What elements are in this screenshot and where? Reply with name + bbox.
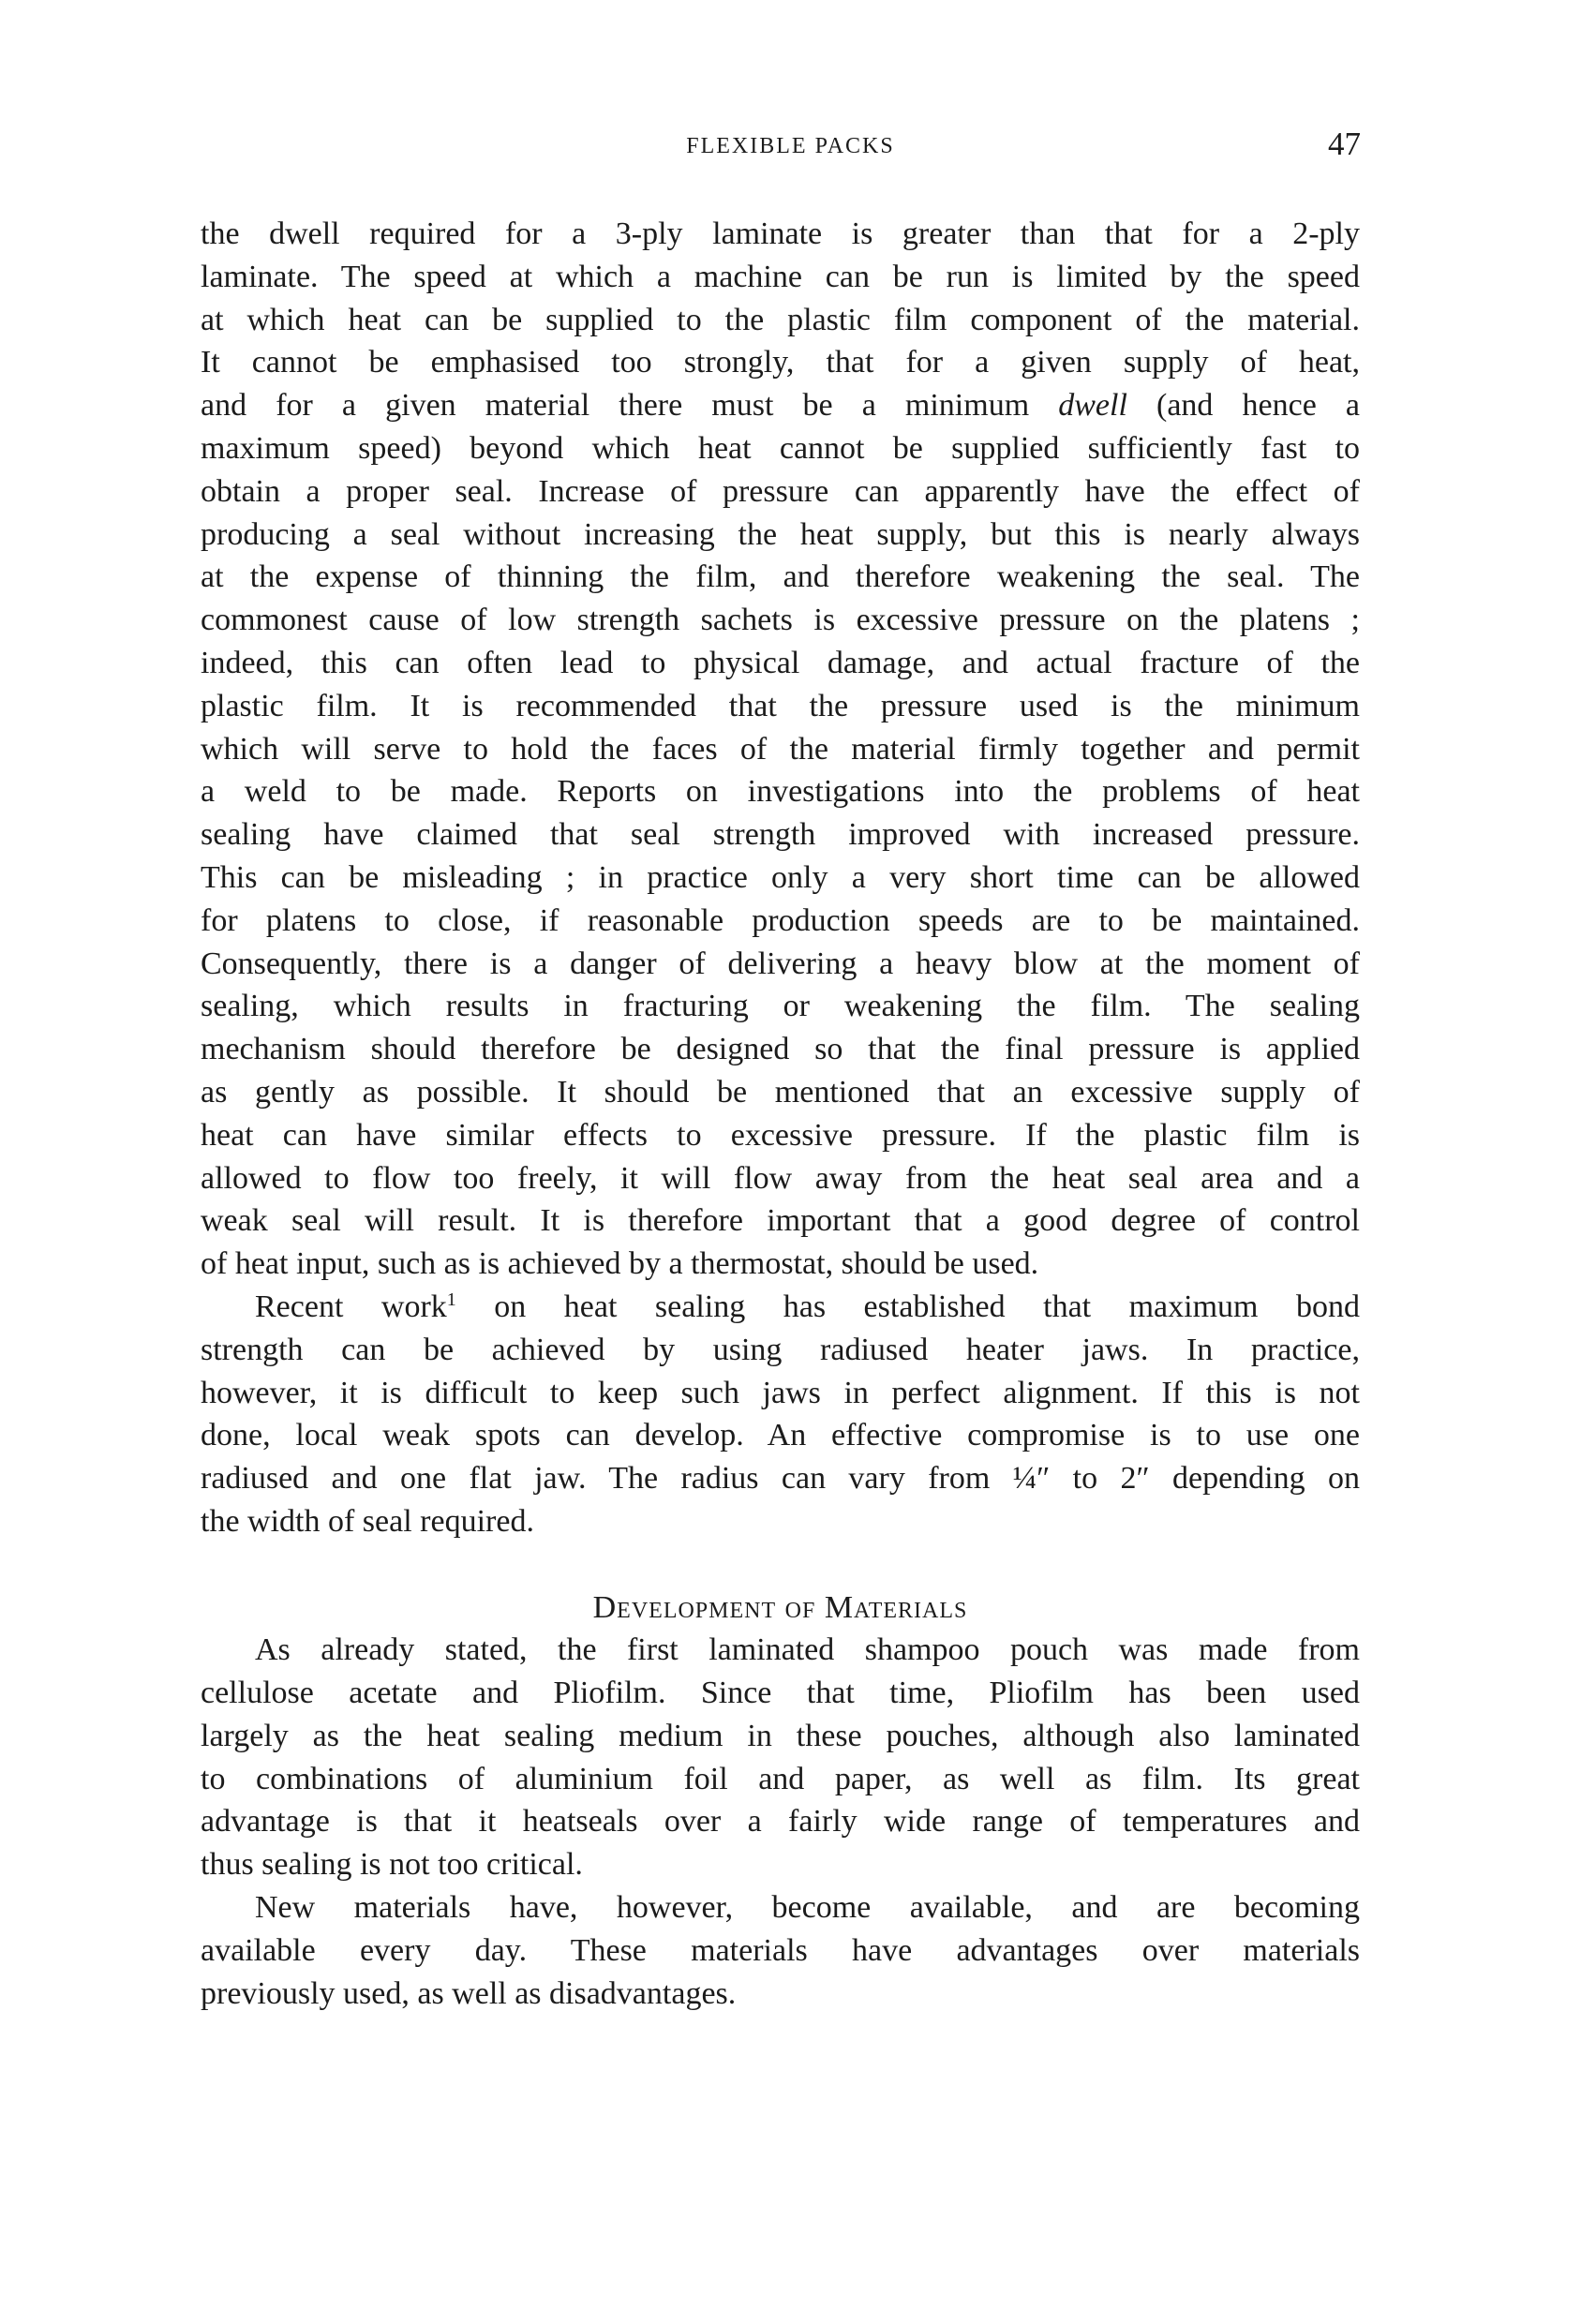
text-line <box>201 1286 1360 1329</box>
paragraph <box>201 1286 1360 1543</box>
text-line: the width of seal required. <box>201 1503 534 1539</box>
text-line: commonest cause of low strength sachets is excessive pressure on the platens ; <box>201 603 1360 638</box>
text-line: plastic film. It is recommended that the pressure used is the minimum <box>201 688 1360 723</box>
running-head: FLEXIBLE PACKS <box>686 134 895 158</box>
text-line: It cannot be emphasised too strongly, that for a given supply of heat, <box>201 345 1360 380</box>
text-line: heat can have similar effects to excessive pressure. If the plastic film is <box>201 1117 1360 1153</box>
text-segment: Recent work <box>255 1289 447 1324</box>
section-heading: Development of Materials <box>592 1589 968 1625</box>
text-line: to combinations of aluminium foil and paper, as well as film. Its great <box>201 1761 1360 1796</box>
text-line: As already stated, the first laminated shampoo pouch was made from <box>255 1632 1360 1668</box>
text-line: laminate. The speed at which a machine can be run is limited by the speed <box>201 259 1360 294</box>
text-line: available every day. These materials have advantages over materials <box>201 1932 1360 1968</box>
text-line: for platens to close, if reasonable production speeds are to be maintained. <box>201 902 1360 938</box>
text-line: producing a seal without increasing the heat supply, but this is nearly always <box>201 516 1360 552</box>
text-line: advantage is that it heatseals over a fairly wide range of temperatures and <box>201 1804 1360 1840</box>
text-line: This can be misleading ; in practice only a very short time can be allowed <box>201 859 1360 895</box>
text-line: strength can be achieved by using radiused heater jaws. In practice, <box>201 1332 1360 1367</box>
text-line: sealing have claimed that seal strength improved with increased pressure. <box>201 817 1360 853</box>
text-line: New materials have, however, become available, and are becoming <box>255 1890 1360 1926</box>
text-segment: (and hence a <box>1126 388 1361 424</box>
text-line: previously used, as well as disadvantages. <box>201 1975 737 2011</box>
italic-text: dwell <box>1058 388 1127 424</box>
paragraph <box>201 213 1360 1286</box>
text-line: as gently as possible. It should be mentioned that an excessive supply of <box>201 1074 1360 1110</box>
text-line: however, it is difficult to keep such jaws in perfect alignment. If this is not <box>201 1375 1360 1410</box>
paragraph <box>201 1629 1360 1886</box>
text-line: allowed to flow too freely, it will flow away from the heat seal area and a <box>201 1160 1360 1196</box>
text-segment: and for a given material there must be a minimum <box>201 388 1059 424</box>
text-line: a weld to be made. Reports on investigations into the problems of heat <box>201 774 1360 810</box>
page-body <box>201 213 1360 2015</box>
text-line: weak seal will result. It is therefore important that a good degree of control <box>201 1203 1360 1239</box>
text-line: cellulose acetate and Pliofilm. Since that time, Pliofilm has been used <box>201 1676 1360 1711</box>
text-line: at the expense of thinning the film, and therefore weakening the seal. The <box>201 559 1360 595</box>
text-line: done, local weak spots can develop. An effective compromise is to use one <box>201 1418 1360 1453</box>
text-line: indeed, this can often lead to physical damage, and actual fracture of the <box>201 645 1360 680</box>
text-line: the dwell required for a 3-ply laminate is greater than that for a 2-ply <box>201 216 1360 251</box>
text-segment: on heat sealing has established that maximum bond <box>455 1289 1360 1324</box>
text-line: obtain a proper seal. Increase of pressure can apparently have the effect of <box>201 473 1360 509</box>
text-line: which will serve to hold the faces of the material firmly together and permit <box>201 731 1360 767</box>
page-number: 47 <box>1328 126 1361 162</box>
text-line: of heat input, such as is achieved by a thermostat, should be used. <box>201 1246 1039 1282</box>
text-line: largely as the heat sealing medium in these pouches, although also laminated <box>201 1718 1360 1753</box>
text-line: maximum speed) beyond which heat cannot be supplied sufficiently fast to <box>201 430 1360 466</box>
text-line: mechanism should therefore be designed so that the final pressure is applied <box>201 1032 1360 1067</box>
text-line: sealing, which results in fracturing or weakening the film. The sealing <box>201 989 1360 1024</box>
footnote-marker: 1 <box>446 1289 456 1310</box>
paragraph <box>201 1886 1360 2015</box>
text-line: at which heat can be supplied to the plastic film component of the material. <box>201 302 1360 337</box>
text-line: thus sealing is not too critical. <box>201 1847 583 1883</box>
text-line: Consequently, there is a danger of delivering a heavy blow at the moment of <box>201 946 1360 981</box>
text-line <box>201 384 1360 427</box>
text-line: radiused and one flat jaw. The radius can vary from ¼″ to 2″ depending on <box>201 1461 1360 1497</box>
blank-line <box>201 1543 1360 1587</box>
